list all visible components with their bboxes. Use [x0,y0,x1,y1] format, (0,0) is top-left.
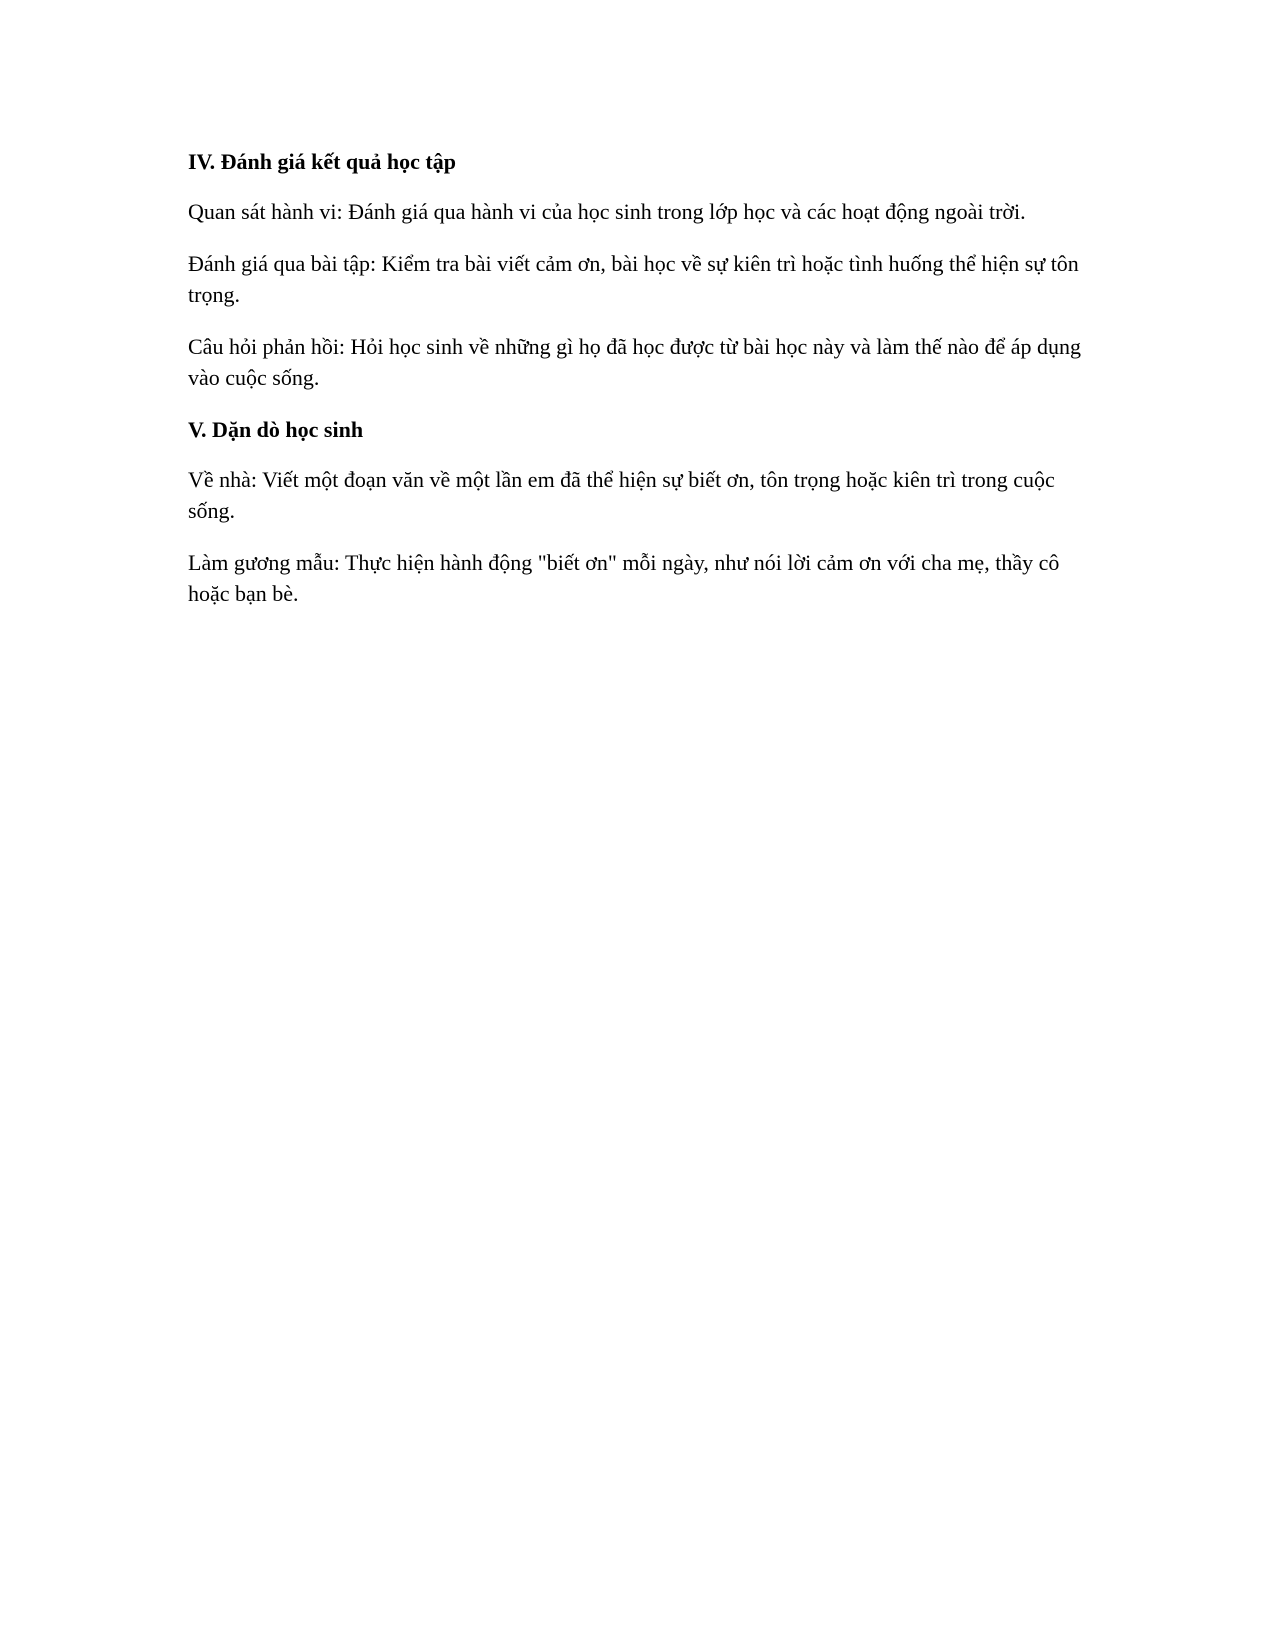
document-body [188,146,1088,630]
paragraph-behavior-observation: Quan sát hành vi: Đánh giá qua hành vi của học sinh trong lớp học và các hoạt động ngoài trời. [188,199,1026,224]
section-heading-evaluation: IV. Đánh giá kết quả học tập [188,149,456,174]
section-heading-homework: V. Dặn dò học sinh [188,417,364,442]
paragraph-exercise-evaluation: Đánh giá qua bài tập: Kiểm tra bài viết cảm ơn, bài học về sự kiên trì hoặc tình huống thể hiện sự tôn trọng. [188,251,1079,307]
paragraph-feedback-questions: Câu hỏi phản hồi: Hỏi học sinh về những gì họ đã học được từ bài học này và làm thế nào để áp dụng vào cuộc sống. [188,334,1081,390]
paragraph-role-model: Làm gương mẫu: Thực hiện hành động "biết ơn" mỗi ngày, như nói lời cảm ơn với cha mẹ, thầy cô hoặc bạn bè. [188,550,1060,606]
paragraph-homework: Về nhà: Viết một đoạn văn về một lần em đã thể hiện sự biết ơn, tôn trọng hoặc kiên trì trong cuộc sống. [188,467,1055,523]
